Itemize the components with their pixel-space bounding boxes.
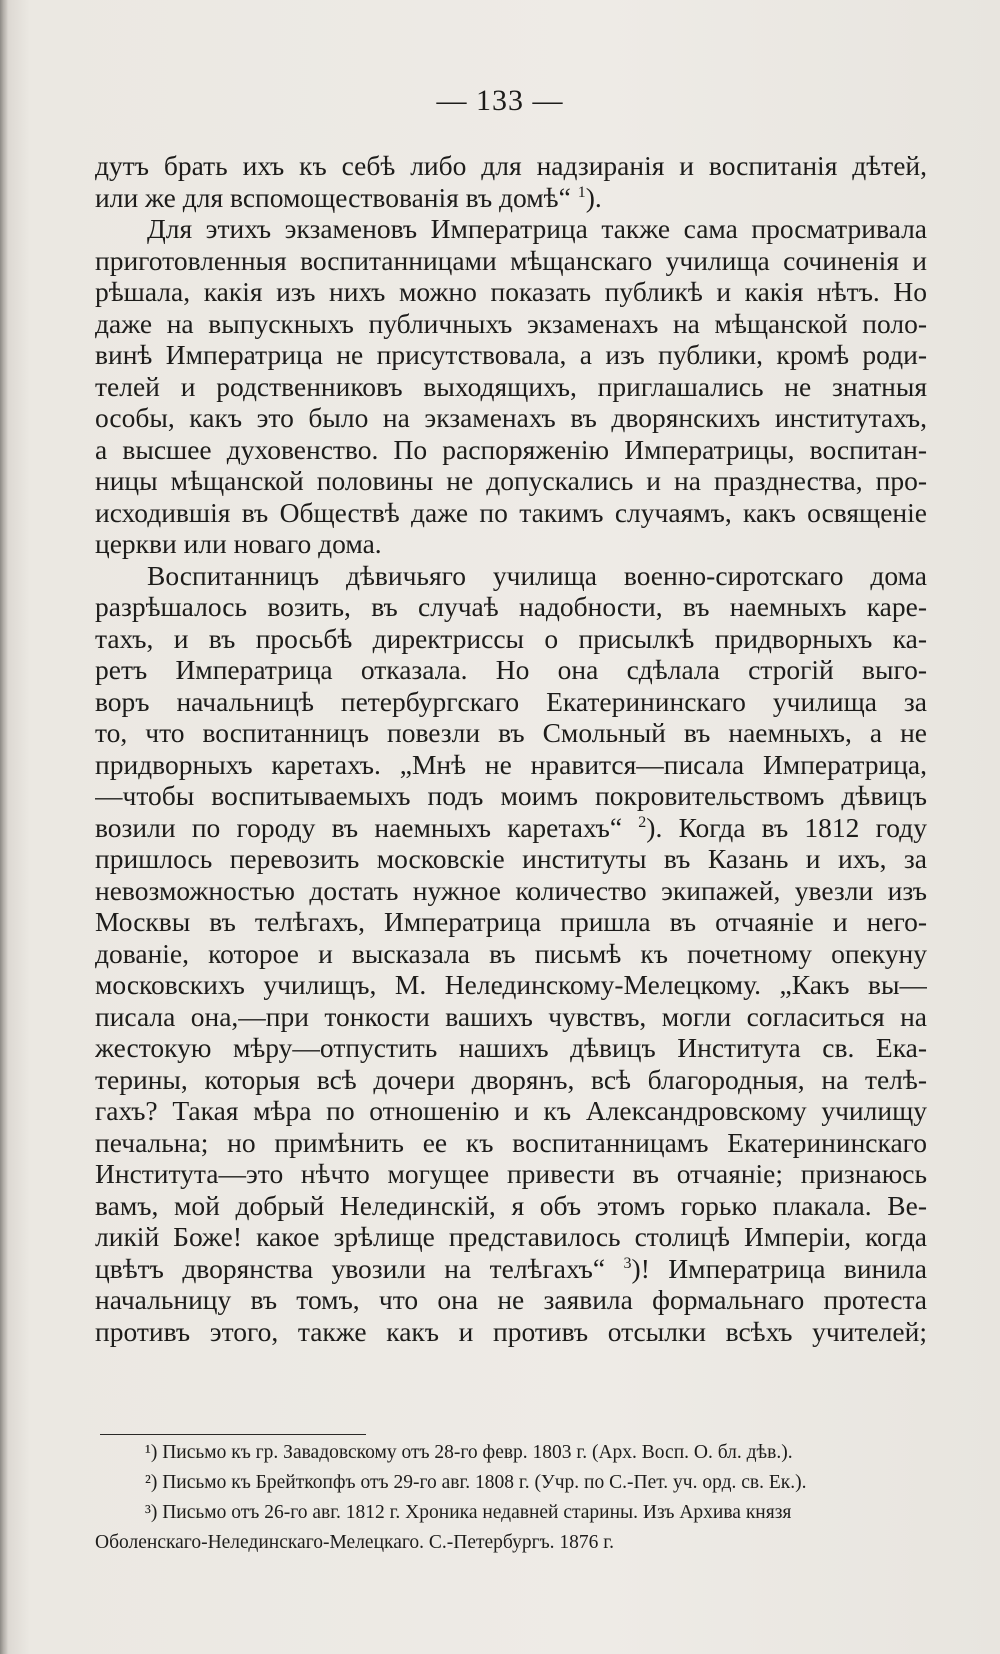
text-line-part: возили по городу въ наемныхъ каретахъ“ (95, 811, 639, 843)
text-line: даже на выпускныхъ публичныхъ экзаменахъ на мѣщанской поло- (95, 307, 927, 339)
text-line: тахъ, и въ просьбѣ директриссы о присылкѣ придворныхъ ка- (95, 622, 927, 654)
footnote-line: ²) Письмо къ Брейткопфъ отъ 29-го авг. 1808 г. (Учр. по С.-Пет. уч. орд. св. Ек.). (145, 1472, 807, 1493)
text-line: писала она,—при тонкости вашихъ чувствъ, могли согласиться на (95, 1000, 927, 1032)
footnote-separator (100, 1434, 366, 1435)
text-line: Москвы въ телѣгахъ, Императрица пришла въ отчаяніе и него- (95, 906, 927, 937)
text-line: ницы мѣщанской половины не допускались и на празднества, про- (95, 465, 927, 496)
footnote-line: ¹) Письмо къ гр. Завадовскому отъ 28-го февр. 1803 г. (Арх. Восп. О. бл. дѣв.). (145, 1442, 793, 1463)
page-number: — 133 — (436, 84, 564, 117)
text-line: дованіе, которое и высказала въ письмѣ къ почетному опекуну (95, 937, 927, 969)
text-line-part: ). Когда въ 1812 году (646, 811, 927, 843)
text-line: терины, которыя всѣ дочери дворянъ, всѣ благородныя, на телѣ- (95, 1063, 927, 1095)
text-line: жестокую мѣру—отпустить нашихъ дѣвицъ Института св. Ека- (95, 1032, 927, 1063)
footnote-marker: 2 (638, 813, 647, 831)
text-line: пришлось перевозить московскіе институты въ Казань и ихъ, за (95, 843, 927, 874)
main-text (95, 150, 927, 1347)
text-line-part: ). (585, 181, 602, 213)
text-line: приготовленныя воспитанницами мѣщанскаго училища сочиненія и (95, 244, 927, 276)
text-line: дутъ брать ихъ къ себѣ либо для надзиранія и воспитанія дѣтей, (95, 150, 927, 181)
text-line-part: или же для вспомоществованія въ домѣ“ (95, 181, 578, 213)
text-line: противъ этого, также какъ и противъ отсылки всѣхъ учителей; (95, 1315, 927, 1347)
text-line: придворныхъ каретахъ. „Мнѣ не нравится—писала Императрица, (95, 748, 927, 780)
text-line: то, что воспитанницъ повезли въ Смольный въ наемныхъ, а не (95, 717, 927, 748)
text-line: воръ начальницѣ петербургскаго Екатерининскаго училища за (95, 685, 927, 717)
text-line-part: цвѣтъ дворянства увозили на телѣгахъ“ (95, 1252, 624, 1284)
text-line: церкви или новаго дома. (95, 528, 382, 559)
text-line: телей и родственниковъ выходящихъ, приглашались не знатныя (95, 370, 927, 402)
text-line: московскихъ училищъ, М. Нелединскому-Мелецкому. „Какъ вы— (95, 969, 927, 1000)
text-line (95, 182, 927, 214)
text-line: Института—это нѣчто могущее привести въ отчаяніе; признаюсь (95, 1158, 927, 1189)
text-line: разрѣшалось возить, въ случаѣ надобности, въ наемныхъ каре- (95, 591, 927, 622)
text-line: Воспитанницъ дѣвичьяго училища военно-сиротскаго дома (147, 559, 927, 591)
text-line: печальна; но примѣнить ее къ воспитанницамъ Екатерининскаго (95, 1126, 927, 1158)
text-line: начальницу въ томъ, что она не заявила формальнаго протеста (95, 1284, 927, 1315)
text-line: —чтобы воспитываемыхъ подъ моимъ покровительствомъ дѣвицъ (95, 780, 927, 811)
footnote-marker: 3 (623, 1254, 632, 1272)
text-line: винѣ Императрица не присутствовала, а изъ публики, кромѣ роди- (95, 339, 927, 370)
text-line: исходившія въ Обществѣ даже по такимъ случаямъ, какъ освященіе (95, 496, 927, 528)
text-line: особы, какъ это было на экзаменахъ въ дворянскихъ институтахъ, (95, 402, 927, 433)
text-line: Для этихъ экзаменовъ Императрица также сама просматривала (147, 213, 927, 244)
text-line: рѣшала, какія изъ нихъ можно показать публикѣ и какія нѣтъ. Но (95, 276, 927, 307)
text-line: невозможностью достать нужное количество экипажей, увезли изъ (95, 874, 927, 906)
text-line (95, 812, 927, 844)
text-line (95, 1253, 927, 1285)
footnotes (95, 1438, 927, 1558)
text-line-part: )! Императрица винила (631, 1252, 927, 1284)
footnote-line: ³) Письмо отъ 26-го авг. 1812 г. Хроника недавней старины. Изъ Архива князя (145, 1502, 792, 1523)
text-line: ликій Боже! какое зрѣлище представилось столицѣ Имперіи, когда (95, 1221, 927, 1252)
text-line: ретъ Императрица отказала. Но она сдѣлала строгій выго- (95, 654, 927, 685)
text-line: вамъ, мой добрый Нелединскій, я объ этомъ горько плакала. Ве- (95, 1189, 927, 1221)
footnote-marker: 1 (577, 183, 586, 201)
text-line: а высшее духовенство. По распоряженію Императрицы, воспитан- (95, 433, 927, 465)
text-line: гахъ? Такая мѣра по отношенію и къ Александровскому училищу (95, 1095, 927, 1126)
page-gutter-shadow (0, 0, 8, 1654)
footnote-line: Оболенскаго-Нелединскаго-Мелецкаго. С.-Петербургъ. 1876 г. (95, 1532, 614, 1553)
